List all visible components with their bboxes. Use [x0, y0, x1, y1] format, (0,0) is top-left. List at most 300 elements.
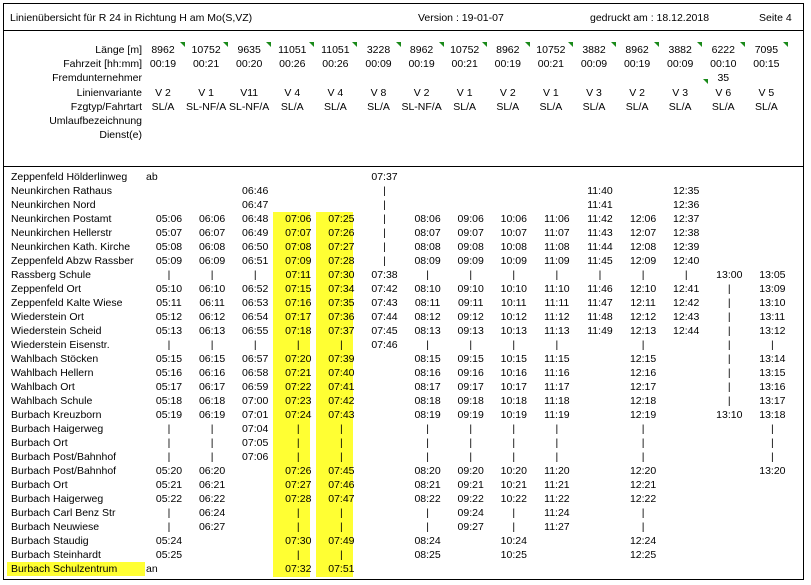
departure-time: |: [383, 227, 386, 239]
departure-time: 07:51: [328, 563, 355, 575]
trip-time: 00:19: [623, 58, 651, 71]
departure-time: 13:16: [759, 381, 786, 393]
trip-var: V 6: [715, 86, 732, 99]
departure-time: |: [210, 451, 214, 463]
trip-len: 9635: [237, 44, 261, 56]
departure-time: |: [253, 339, 257, 351]
departure-time: |: [469, 339, 473, 351]
trip-time: 00:21: [192, 58, 220, 71]
departure-time: 07:16: [285, 297, 312, 309]
departure-time: |: [167, 507, 171, 519]
departure-time: 10:24: [500, 535, 527, 547]
departure-time: |: [641, 437, 645, 449]
trip-time: 00:09: [667, 58, 694, 71]
stop-name: Burbach Schulzentrum: [11, 563, 118, 575]
info-label: Fremdunternehmer: [52, 72, 142, 85]
departure-time: 08:25: [414, 549, 441, 561]
departure-time: 07:36: [328, 311, 355, 323]
departure-time: 06:06: [198, 213, 226, 225]
departure-time: 06:15: [198, 353, 226, 365]
trip-time: 00:26: [279, 58, 306, 71]
trip-time: 00:10: [710, 58, 737, 71]
departure-time: |: [253, 269, 257, 281]
departure-time: 07:07: [285, 227, 312, 239]
departure-time: 07:26: [328, 227, 355, 239]
trip-typ: SL/A: [151, 100, 175, 113]
trip-typ: SL/A: [453, 100, 477, 113]
departure-time: |: [727, 381, 731, 393]
departure-time: 06:12: [198, 311, 226, 323]
departure-time: 09:21: [457, 479, 484, 491]
departure-time: 05:12: [155, 311, 183, 323]
departure-time: 05:22: [155, 493, 183, 505]
departure-time: 06:46: [242, 185, 269, 197]
departure-time: 06:08: [198, 241, 226, 253]
departure-time: 07:45: [328, 465, 355, 477]
departure-time: 08:10: [414, 283, 441, 295]
departure-time: 07:24: [285, 409, 312, 421]
departure-time: |: [641, 269, 645, 281]
departure-time: 10:09: [500, 255, 527, 267]
departure-time: |: [296, 507, 300, 519]
trip-time: 00:21: [451, 58, 478, 71]
page-header: [4, 4, 803, 31]
departure-time: 07:41: [328, 381, 355, 393]
departure-time: |: [340, 549, 343, 561]
trip-len: 10752: [191, 44, 221, 56]
stop-name: Zeppenfeld Hölderlinweg: [11, 171, 128, 183]
departure-time: |: [383, 185, 386, 197]
departure-time: 11:22: [544, 493, 570, 505]
departure-time: 10:08: [500, 241, 527, 253]
departure-time: 06:49: [242, 227, 269, 239]
stop-name: Zeppenfeld Kalte Wiese: [11, 297, 123, 309]
departure-time: 12:36: [673, 199, 700, 211]
trip-typ: SL/A: [582, 100, 606, 113]
departure-time: 12:37: [673, 213, 700, 225]
departure-time: 10:19: [500, 409, 527, 421]
departure-time: |: [512, 521, 516, 533]
departure-time: 10:21: [500, 479, 527, 491]
departure-time: 07:21: [285, 367, 312, 379]
departure-time: 12:18: [629, 395, 657, 407]
departure-time: |: [512, 451, 516, 463]
stop-name: Burbach Ort: [11, 479, 68, 491]
trip-len: 11051: [278, 44, 307, 56]
trip-var: V 4: [327, 86, 344, 99]
departure-time: 07:46: [328, 479, 355, 491]
stop-name: Zeppenfeld Abzw Rassber: [11, 255, 134, 267]
departure-time: 07:45: [371, 325, 398, 337]
departure-time: |: [296, 451, 300, 463]
departure-time: 08:06: [414, 213, 441, 225]
departure-time: 06:11: [199, 297, 225, 309]
departure-time: 07:27: [328, 241, 355, 253]
departure-time: |: [555, 451, 559, 463]
stop-name: Burbach Steinhardt: [11, 549, 101, 561]
departure-time: 11:41: [587, 199, 613, 211]
departure-time: |: [340, 423, 343, 435]
departure-time: 08:11: [414, 297, 441, 309]
stop-name: Neunkirchen Nord: [11, 199, 96, 211]
departure-time: 11:21: [544, 479, 570, 491]
trip-time: 00:19: [149, 58, 177, 71]
departure-time: 09:10: [457, 283, 484, 295]
departure-time: |: [727, 353, 731, 365]
departure-time: 09:17: [457, 381, 484, 393]
departure-time: 09:09: [457, 255, 484, 267]
departure-time: |: [383, 199, 386, 211]
departure-time: 12:12: [629, 311, 657, 323]
departure-time: 13:15: [759, 367, 786, 379]
departure-time: |: [469, 451, 473, 463]
departure-time: 10:06: [500, 213, 527, 225]
departure-time: 08:20: [414, 465, 441, 477]
departure-time: 09:07: [457, 227, 484, 239]
departure-time: 07:43: [371, 297, 398, 309]
departure-time: 07:01: [242, 409, 269, 421]
departure-time: 08:08: [414, 241, 441, 253]
trip-typ: SL/A: [367, 100, 390, 113]
departure-time: 07:00: [242, 395, 269, 407]
departure-time: 09:20: [457, 465, 484, 477]
departure-time: 11:20: [544, 465, 570, 477]
departure-time: 05:07: [155, 227, 183, 239]
departure-time: 09:16: [457, 367, 484, 379]
departure-time: 07:04: [242, 423, 269, 435]
departure-time: 11:15: [544, 353, 570, 365]
header-printed-date: gedruckt am : 18.12.2018: [590, 12, 710, 24]
departure-time: 10:12: [500, 311, 527, 323]
trip-len: 8962: [496, 44, 520, 56]
departure-time: 12:40: [673, 255, 700, 267]
departure-time: 06:09: [198, 255, 226, 267]
departure-time: 10:13: [500, 325, 527, 337]
departure-time: 12:43: [673, 311, 700, 323]
departure-time: 11:07: [544, 227, 570, 239]
stop-mark: an: [146, 563, 158, 575]
stop-name: Burbach Kreuzborn: [11, 409, 102, 421]
departure-time: 07:28: [285, 493, 312, 505]
departure-time: |: [555, 423, 559, 435]
header-page-number: Seite 4: [759, 12, 792, 24]
departure-time: 08:18: [414, 395, 441, 407]
stop-name: Burbach Ort: [11, 437, 68, 449]
departure-time: |: [167, 437, 171, 449]
departure-time: 06:52: [242, 283, 269, 295]
departure-time: 11:48: [587, 311, 613, 323]
departure-time: |: [727, 325, 731, 337]
stop-name: Wahlbach Schule: [11, 395, 93, 407]
departure-time: 08:13: [414, 325, 441, 337]
departure-time: 08:09: [414, 255, 441, 267]
departure-time: 08:22: [414, 493, 441, 505]
departure-time: 11:09: [544, 255, 570, 267]
departure-time: |: [727, 297, 731, 309]
departure-time: |: [296, 521, 300, 533]
departure-time: 11:43: [587, 227, 613, 239]
departure-time: 09:06: [457, 213, 484, 225]
departure-time: 06:57: [242, 353, 269, 365]
departure-time: 08:12: [414, 311, 441, 323]
trip-var: V 2: [413, 86, 430, 99]
info-label: Fzgtyp/Fahrtart: [70, 100, 142, 113]
trip-typ: SL/A: [668, 100, 692, 113]
departure-time: 11:18: [544, 395, 570, 407]
departure-time: 12:07: [629, 227, 657, 239]
departure-time: 07:23: [285, 395, 312, 407]
trip-time: 00:20: [236, 58, 263, 71]
departure-time: 09:13: [457, 325, 484, 337]
departure-time: 07:39: [328, 353, 355, 365]
info-label: Dienst(e): [99, 129, 142, 142]
trip-typ: SL/A: [280, 100, 304, 113]
trip-var: V 2: [155, 86, 171, 99]
info-label: Fahrzeit [hh:mm]: [63, 58, 142, 71]
departure-time: 11:49: [587, 325, 613, 337]
departure-time: 07:20: [285, 353, 312, 365]
trip-var: V 8: [370, 86, 387, 99]
departure-time: 10:18: [500, 395, 527, 407]
trip-var: V 3: [672, 86, 689, 99]
departure-time: |: [210, 437, 214, 449]
departure-time: 12:09: [629, 255, 657, 267]
departure-time: 12:11: [630, 297, 656, 309]
departure-time: 11:42: [587, 213, 613, 225]
departure-time: 07:28: [328, 255, 355, 267]
departure-time: |: [771, 437, 774, 449]
departure-time: |: [426, 451, 429, 463]
departure-time: 12:35: [673, 185, 700, 197]
departure-time: 07:09: [285, 255, 312, 267]
stop-mark: ab: [146, 171, 158, 183]
trip-time: 00:09: [580, 58, 608, 71]
trip-len: 10752: [450, 44, 480, 56]
trip-typ: SL-NF/A: [401, 100, 442, 113]
departure-time: 06:59: [242, 381, 269, 393]
departure-time: 12:10: [629, 283, 657, 295]
departure-time: 08:21: [414, 479, 441, 491]
stop-name: Wahlbach Ort: [11, 381, 75, 393]
departure-time: |: [512, 339, 516, 351]
departure-time: |: [383, 213, 386, 225]
departure-time: |: [771, 339, 774, 351]
departure-time: 08:07: [414, 227, 441, 239]
trip-len: 8962: [625, 44, 649, 56]
departure-time: 11:46: [587, 283, 613, 295]
departure-time: 10:25: [500, 549, 527, 561]
stop-name: Burbach Post/Bahnhof: [11, 451, 117, 463]
departure-time: 05:20: [155, 465, 183, 477]
departure-time: 07:22: [285, 381, 312, 393]
departure-time: 07:34: [328, 283, 355, 295]
departure-time: 11:06: [544, 213, 570, 225]
departure-time: 09:18: [457, 395, 484, 407]
stop-name: Burbach Staudig: [11, 535, 89, 547]
trip-typ: SL/A: [755, 100, 778, 113]
trip-len: 6222: [711, 44, 735, 56]
info-label: Linienvariante: [76, 86, 142, 99]
departure-time: 12:39: [673, 241, 700, 253]
stop-name: Wiederstein Eisenstr.: [11, 339, 110, 351]
departure-time: 11:10: [544, 283, 570, 295]
stop-name: Wahlbach Hellern: [11, 367, 94, 379]
stop-name: Burbach Post/Bahnhof: [11, 465, 117, 477]
departure-time: 07:37: [371, 171, 398, 183]
trip-var: V 1: [543, 86, 559, 99]
trip-len: 3882: [582, 44, 606, 56]
departure-time: 13:14: [759, 353, 786, 365]
departure-time: 06:47: [242, 199, 269, 211]
trip-typ: SL/A: [324, 100, 347, 113]
departure-time: 07:30: [328, 269, 355, 281]
departure-time: 05:25: [155, 549, 183, 561]
departure-time: |: [426, 521, 429, 533]
stop-name: Neunkirchen Kath. Kirche: [11, 241, 131, 253]
departure-time: |: [641, 521, 645, 533]
departure-time: 08:19: [414, 409, 441, 421]
trip-var: V 2: [629, 86, 645, 99]
departure-time: 11:19: [544, 409, 570, 421]
departure-time: 06:24: [198, 507, 226, 519]
departure-time: 08:24: [414, 535, 441, 547]
departure-time: 10:22: [500, 493, 527, 505]
departure-time: 09:27: [457, 521, 484, 533]
stop-name: Burbach Haigerweg: [11, 493, 104, 505]
departure-time: |: [771, 423, 774, 435]
departure-time: 06:53: [242, 297, 269, 309]
departure-time: 09:11: [457, 297, 484, 309]
departure-time: |: [555, 437, 559, 449]
departure-time: |: [727, 395, 731, 407]
departure-time: |: [426, 437, 429, 449]
departure-time: 05:13: [155, 325, 183, 337]
trip-typ: SL-NF/A: [229, 100, 270, 113]
departure-time: |: [296, 437, 300, 449]
departure-time: 09:08: [457, 241, 484, 253]
trip-typ: SL/A: [496, 100, 520, 113]
trip-typ: SL/A: [625, 100, 649, 113]
departure-time: 07:11: [285, 269, 312, 281]
departure-time: 10:10: [500, 283, 527, 295]
departure-time: 12:24: [629, 535, 657, 547]
stop-name: Zeppenfeld Ort: [11, 283, 82, 295]
departure-time: 06:55: [242, 325, 269, 337]
departure-time: 12:19: [629, 409, 657, 421]
trip-len: 11051: [321, 44, 350, 56]
departure-time: 11:24: [544, 507, 570, 519]
departure-time: |: [426, 507, 429, 519]
corner-marker: [703, 79, 708, 84]
departure-time: 11:11: [544, 297, 570, 309]
departure-time: |: [210, 339, 214, 351]
departure-time: 12:22: [629, 493, 657, 505]
trip-time: 00:21: [537, 58, 565, 71]
departure-time: 11:27: [544, 521, 570, 533]
trip-typ: SL-NF/A: [185, 100, 227, 113]
departure-time: 07:08: [285, 241, 312, 253]
trip-var: V 3: [586, 86, 602, 99]
stop-name: Burbach Carl Benz Str: [11, 507, 116, 519]
departure-time: |: [641, 339, 645, 351]
stop-name: Burbach Neuwiese: [11, 521, 100, 533]
trip-var: V 4: [284, 86, 301, 99]
departure-time: |: [469, 437, 473, 449]
departure-time: 13:00: [716, 269, 743, 281]
departure-time: 11:40: [587, 185, 613, 197]
departure-time: 05:08: [155, 241, 183, 253]
departure-time: 07:26: [285, 465, 312, 477]
departure-time: 07:06: [242, 451, 269, 463]
departure-time: 07:17: [285, 311, 312, 323]
departure-time: 11:17: [544, 381, 570, 393]
departure-time: |: [727, 367, 731, 379]
departure-time: |: [340, 339, 343, 351]
stop-name: Rassberg Schule: [11, 269, 91, 281]
departure-time: |: [167, 451, 171, 463]
stop-name: Wiederstein Ort: [11, 311, 84, 323]
departure-time: 11:08: [544, 241, 570, 253]
departure-time: 12:44: [673, 325, 700, 337]
departure-time: 10:07: [500, 227, 527, 239]
departure-time: 06:19: [198, 409, 226, 421]
departure-time: 06:17: [198, 381, 226, 393]
departure-time: 05:19: [155, 409, 183, 421]
departure-time: 06:22: [198, 493, 226, 505]
departure-time: 06:58: [242, 367, 269, 379]
departure-time: 08:16: [414, 367, 441, 379]
trip-var: V 5: [758, 86, 775, 99]
departure-time: 13:11: [759, 311, 786, 323]
departure-time: |: [512, 437, 516, 449]
departure-time: 07:35: [328, 297, 355, 309]
departure-time: 09:15: [457, 353, 484, 365]
departure-time: 06:50: [242, 241, 269, 253]
stop-name: Wahlbach Stöcken: [11, 353, 99, 365]
trip-len: 8962: [151, 44, 175, 56]
departure-time: 13:18: [759, 409, 786, 421]
trip-len: 10752: [536, 44, 566, 56]
departure-time: |: [296, 339, 300, 351]
departure-time: 06:54: [242, 311, 269, 323]
stop-name: Neunkirchen Hellerstr: [11, 227, 112, 239]
departure-time: 10:15: [500, 353, 527, 365]
departure-time: 06:13: [198, 325, 226, 337]
departure-time: 09:19: [457, 409, 484, 421]
departure-time: |: [555, 269, 559, 281]
departure-time: 06:27: [198, 521, 226, 533]
departure-time: 07:40: [328, 367, 355, 379]
departure-time: 12:21: [629, 479, 657, 491]
info-label: Länge [m]: [95, 44, 142, 56]
departure-time: |: [340, 437, 343, 449]
departure-time: |: [340, 507, 343, 519]
corner-marker: [783, 42, 788, 47]
trip-time: 00:26: [322, 58, 349, 71]
trip-var: V 1: [198, 86, 214, 99]
trip-typ: SL/A: [711, 100, 735, 113]
departure-time: 09:24: [457, 507, 484, 519]
trip-len: 3228: [366, 44, 391, 56]
departure-time: 05:09: [155, 255, 183, 267]
departure-time: |: [426, 339, 429, 351]
departure-time: 07:42: [328, 395, 355, 407]
section-divider: [4, 166, 803, 167]
departure-time: |: [512, 507, 516, 519]
departure-time: |: [296, 423, 300, 435]
departure-time: |: [641, 451, 645, 463]
departure-time: 07:44: [371, 311, 398, 323]
